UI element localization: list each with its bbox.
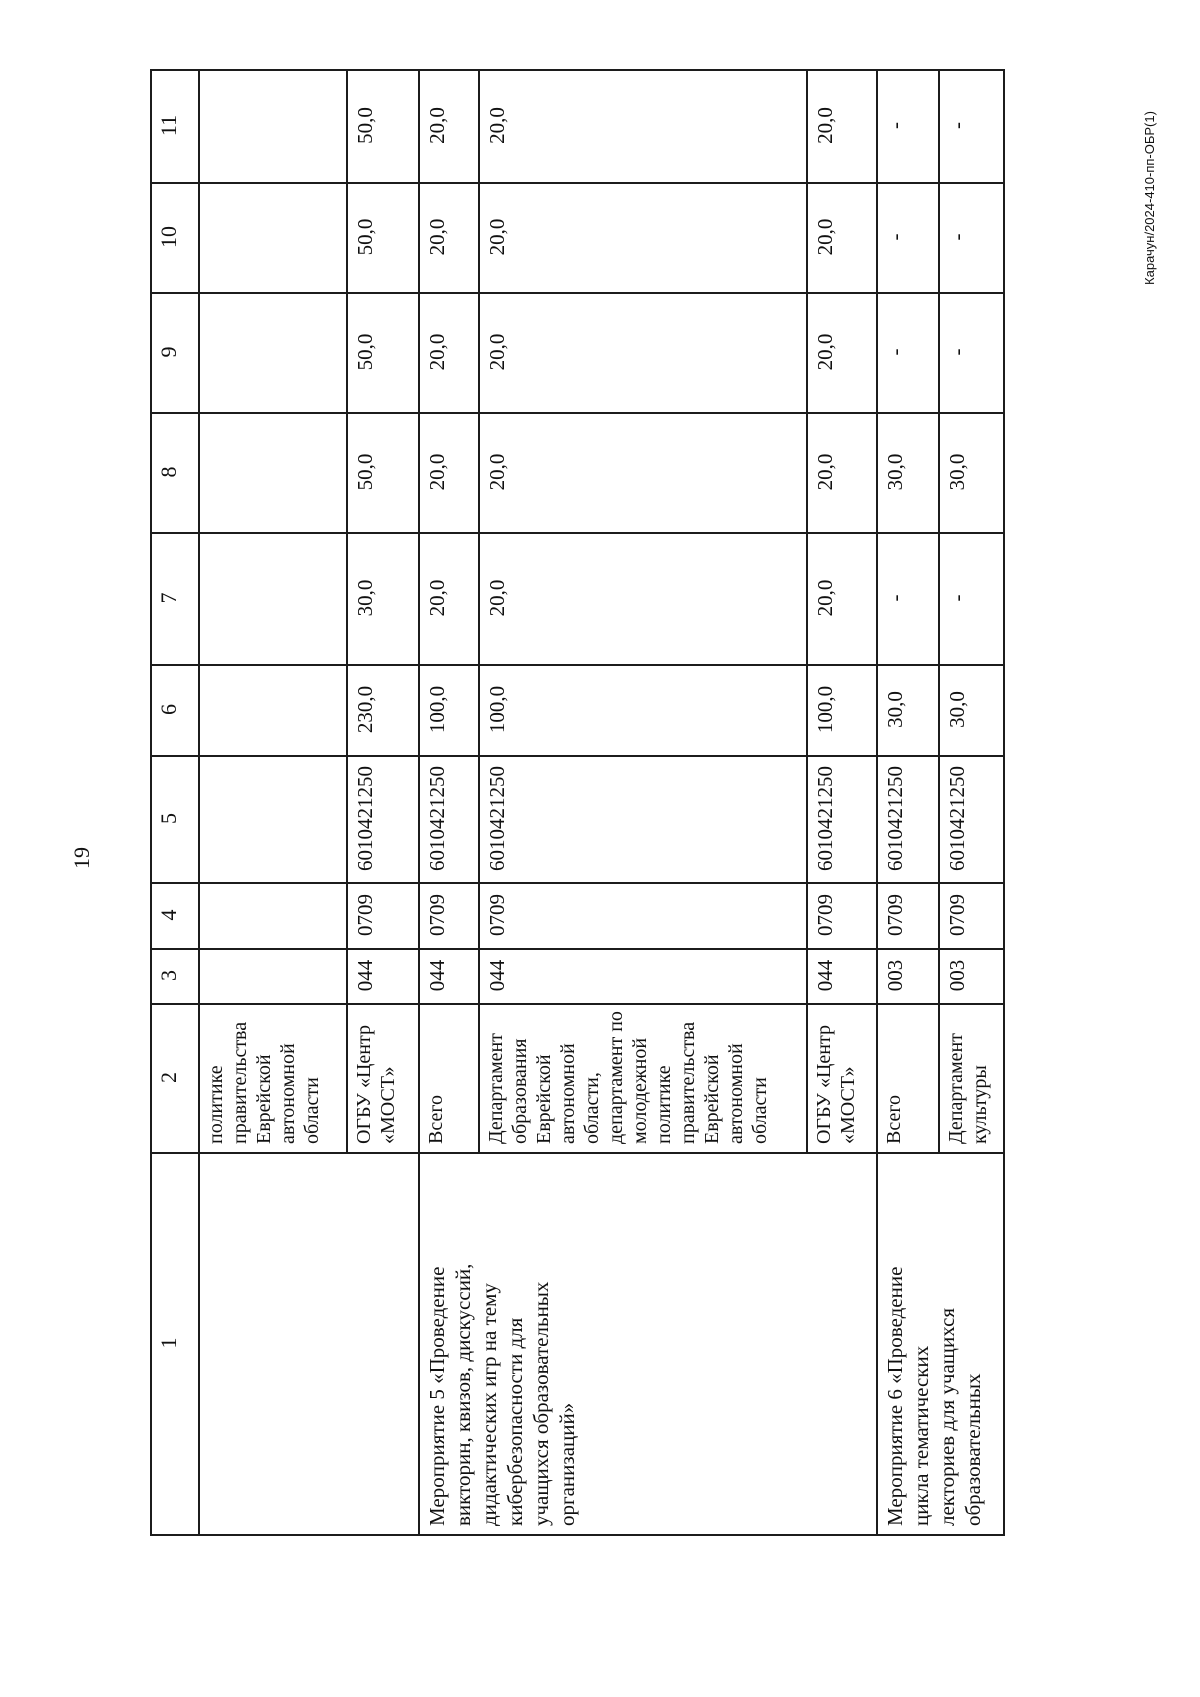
page-number: 19 bbox=[69, 847, 94, 869]
cell-r7-c10: - bbox=[945, 233, 969, 241]
cell-r2-c2: ОГБУ «Центр «МОСТ» bbox=[353, 1025, 399, 1144]
cell-r7-c9: - bbox=[945, 348, 969, 356]
header-cell-5: 5 bbox=[156, 813, 181, 824]
cell-r3-c7: 20,0 bbox=[425, 579, 449, 617]
cell-r2-c4: 0709 bbox=[353, 894, 377, 936]
cell-r5-c7: 20,0 bbox=[813, 579, 837, 617]
cell-r6-c6: 30,0 bbox=[883, 691, 907, 728]
cell-r6-c9: - bbox=[883, 348, 907, 356]
cell-r3-c11: 20,0 bbox=[425, 107, 449, 144]
cell-r5-c6: 100,0 bbox=[813, 685, 837, 734]
cell-r6-c8: 30,0 bbox=[883, 453, 907, 491]
header-cell-4: 4 bbox=[156, 909, 181, 921]
header-cell-7: 7 bbox=[156, 592, 181, 604]
cell-r5-c9: 20,0 bbox=[813, 333, 837, 371]
cell-r2-c8: 50,0 bbox=[353, 453, 377, 491]
cell-r3-c2: Всего bbox=[425, 1094, 447, 1144]
cell-r7-c5: 6010421250 bbox=[945, 766, 969, 871]
cell-r4-c9: 20,0 bbox=[485, 333, 509, 371]
cell-r3-c6: 100,0 bbox=[425, 685, 449, 734]
cell-r4-c11: 20,0 bbox=[485, 107, 509, 144]
cell-r2-c9: 50,0 bbox=[353, 333, 377, 371]
table-border-right bbox=[1003, 69, 1005, 1536]
table-border-bottom bbox=[150, 1534, 1005, 1536]
cell-r4-c8: 20,0 bbox=[485, 453, 509, 491]
cell-r5-c2: ОГБУ «Центр «МОСТ» bbox=[813, 1025, 859, 1144]
header-cell-1: 1 bbox=[156, 1337, 181, 1349]
cell-r3-c5: 6010421250 bbox=[425, 766, 449, 871]
cell-r5-c3: 044 bbox=[813, 959, 837, 992]
document-code: Карачун/2024-410-пп-ОБР(1) bbox=[1142, 111, 1157, 285]
cell-r7-c7: - bbox=[945, 594, 969, 602]
cell-r5-c8: 20,0 bbox=[813, 453, 837, 491]
header-cell-11: 11 bbox=[156, 114, 181, 137]
cell-r4-c10: 20,0 bbox=[485, 218, 509, 256]
cell-r7-c2: Департамент культуры bbox=[945, 1033, 991, 1144]
cell-r5-c11: 20,0 bbox=[813, 107, 837, 144]
header-cell-10: 10 bbox=[156, 226, 181, 248]
cell-r3-c9: 20,0 bbox=[425, 333, 449, 371]
cell-r4-c3: 044 bbox=[485, 959, 509, 992]
cell-r4-c4: 0709 bbox=[485, 894, 509, 936]
cell-r5-c10: 20,0 bbox=[813, 218, 837, 256]
cell-r6-c1: Мероприятие 6 «Проведение цикла тематических лекториев для учащихся образовательных bbox=[883, 1266, 985, 1526]
cell-r7-c4: 0709 bbox=[945, 894, 969, 936]
cell-r7-c8: 30,0 bbox=[945, 453, 969, 491]
cell-r1-c2: политике правительства Еврейской автономной области bbox=[205, 1021, 323, 1144]
cell-r6-c4: 0709 bbox=[883, 894, 907, 936]
cell-r6-c2: Всего bbox=[883, 1094, 905, 1144]
cell-r6-c10: - bbox=[883, 233, 907, 241]
cell-r4-c6: 100,0 bbox=[485, 685, 509, 734]
cell-r6-c5: 6010421250 bbox=[883, 766, 907, 871]
cell-r7-c3: 003 bbox=[945, 959, 969, 992]
cell-r2-c10: 50,0 bbox=[353, 218, 377, 256]
cell-r3-c10: 20,0 bbox=[425, 218, 449, 256]
cell-r6-c11: - bbox=[883, 122, 907, 129]
cell-r3-c3: 044 bbox=[425, 959, 449, 992]
cell-r6-c7: - bbox=[883, 594, 907, 602]
cell-r5-c5: 6010421250 bbox=[813, 766, 837, 871]
cell-r4-c2: Департамент образования Еврейской автономной области, департамент по молодежной политике правительства Еврейской автономной области bbox=[485, 1011, 771, 1144]
cell-r4-c7: 20,0 bbox=[485, 579, 509, 617]
header-cell-3: 3 bbox=[156, 970, 181, 981]
header-cell-2: 2 bbox=[156, 1072, 181, 1083]
cell-r7-c11: - bbox=[945, 122, 969, 129]
cell-r6-c3: 003 bbox=[883, 959, 907, 992]
cell-r2-c3: 044 bbox=[353, 959, 377, 992]
header-cell-9: 9 bbox=[156, 346, 181, 358]
cell-r2-c5: 6010421250 bbox=[353, 766, 377, 871]
header-cell-6: 6 bbox=[156, 704, 181, 715]
cell-r3-c4: 0709 bbox=[425, 894, 449, 936]
cell-r3-c8: 20,0 bbox=[425, 453, 449, 491]
header-separator bbox=[198, 69, 200, 1534]
header-cell-8: 8 bbox=[156, 466, 181, 478]
cell-r2-c7: 30,0 bbox=[353, 579, 377, 617]
cell-r7-c6: 30,0 bbox=[945, 691, 969, 728]
cell-r2-c6: 230,0 bbox=[353, 685, 377, 734]
cell-r2-c11: 50,0 bbox=[353, 107, 377, 144]
cell-r4-c5: 6010421250 bbox=[485, 766, 509, 871]
cell-r5-c4: 0709 bbox=[813, 894, 837, 936]
cell-r3-c1: Мероприятие 5 «Проведение викторин, квизов, дискуссий, дидактических игр на тему кибербезопасности для учащихся образовательных организаций» bbox=[425, 1263, 579, 1526]
